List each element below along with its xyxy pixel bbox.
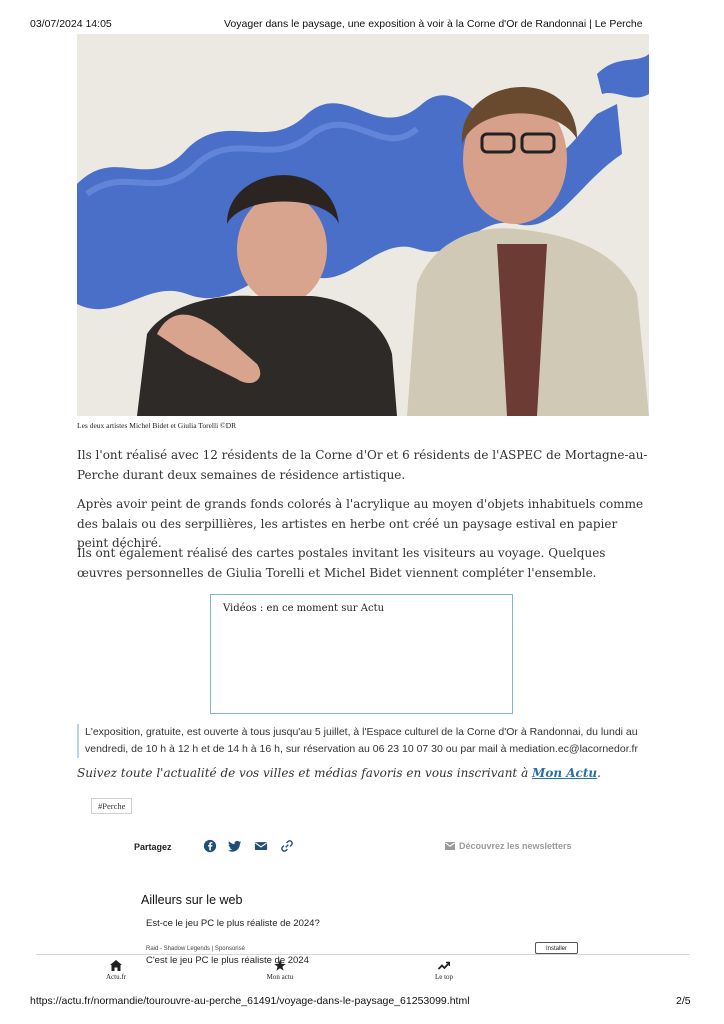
newsletter-icon [445, 842, 455, 850]
twitter-icon[interactable] [228, 839, 242, 853]
sponsor-label: Raid - Shadow Legends | Sponsorisé [146, 946, 245, 952]
nav-home-label: Actu.fr [105, 973, 127, 981]
print-url: https://actu.fr/normandie/tourouvre-au-perche_61491/voyage-dans-le-paysage_61253099.html [30, 995, 470, 1007]
follow-end: . [597, 766, 601, 780]
trending-icon [438, 960, 450, 971]
article-paragraph-3: Ils ont également réalisé des cartes postales invitant les visiteurs au voyage. Quelques œuvres personnelles de Giulia Torelli et Michel Bidet viennent compléter l'ensemble. [77, 546, 606, 580]
nav-top-label: Le top [434, 973, 454, 981]
article-paragraph-2: Après avoir peint de grands fonds colorés à l'acrylique au moyen d'objets inhabituels comme des balais ou des serpillières, les artistes en herbe ont créé un paysage estival en papier peint déchiré. [77, 497, 644, 550]
print-page-title: Voyager dans le paysage, une exposition à voir à la Corne d'Or de Randonnai | Le Perche [224, 18, 643, 30]
follow-line [77, 766, 601, 780]
tag-perche[interactable]: #Perche [91, 798, 132, 814]
follow-text: Suivez toute l'actualité de vos villes et médias favoris en vous inscrivant à [77, 766, 533, 780]
share-label: Partagez [134, 842, 172, 852]
mon-actu-link[interactable]: Mon Actu [532, 766, 598, 780]
elsewhere-heading: Ailleurs sur le web [141, 893, 243, 907]
article-paragraph-1: Ils l'ont réalisé avec 12 résidents de la Corne d'Or et 6 résidents de l'ASPEC de Mortagne-au-Perche durant deux semaines de résidence artistique. [77, 448, 648, 482]
mail-icon[interactable] [254, 839, 268, 853]
print-datetime: 03/07/2024 14:05 [30, 18, 112, 30]
bottom-nav [36, 954, 690, 991]
nav-myactu-label: Mon actu [266, 973, 294, 981]
facebook-icon[interactable] [203, 839, 217, 853]
newsletter-label: Découvrez les newsletters [459, 841, 572, 851]
video-player[interactable] [210, 594, 513, 714]
nav-top[interactable] [414, 960, 474, 981]
photo-caption: Les deux artistes Michel Bidet et Giulia Torelli ©DR [77, 421, 237, 430]
install-button[interactable]: Installer [535, 942, 578, 954]
article-photo [77, 34, 649, 416]
newsletter-link[interactable] [445, 841, 572, 851]
info-block: L'exposition, gratuite, est ouverte à tous jusqu'au 5 juillet, à l'Espace culturel de la Corne d'Or à Randonnai, du lundi au vendredi, de 10 h à 12 h et de 14 h à 16 h, sur réservation au 06 23 10 07 30 ou par mail à mediation.ec@lacornedor.fr [77, 724, 649, 758]
sponsored-item-title-2[interactable]: C'est le jeu PC le plus réaliste de 2024 [146, 955, 309, 966]
print-page-number: 2/5 [676, 995, 691, 1007]
home-icon [110, 960, 122, 971]
link-icon[interactable] [280, 839, 294, 853]
nav-home[interactable] [86, 960, 146, 981]
sponsored-item-title[interactable]: Est-ce le jeu PC le plus réaliste de 2024? [146, 918, 320, 929]
video-title: Vidéos : en ce moment sur Actu [223, 603, 385, 614]
